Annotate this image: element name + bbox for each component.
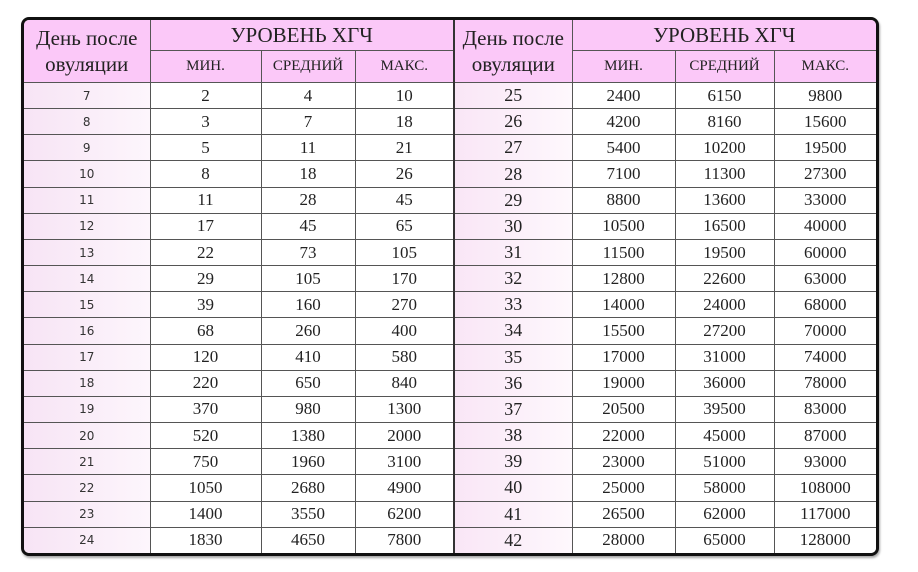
max-cell-right: 68000 [774, 292, 876, 318]
avg-cell-right: 10200 [675, 135, 774, 161]
day-cell-left: 23 [24, 501, 150, 527]
hcg-levels-table [24, 20, 876, 553]
col-min-header-left: МИН. [150, 51, 261, 83]
day-cell-left: 18 [24, 370, 150, 396]
day-cell-right: 29 [454, 187, 572, 213]
max-cell-right: 87000 [774, 423, 876, 449]
min-cell-left: 8 [150, 161, 261, 187]
max-cell-right: 78000 [774, 370, 876, 396]
max-cell-left: 6200 [355, 501, 454, 527]
day-cell-right: 30 [454, 213, 572, 239]
avg-cell-left: 410 [261, 344, 355, 370]
day-cell-left: 10 [24, 161, 150, 187]
max-cell-left: 7800 [355, 527, 454, 553]
max-cell-right: 74000 [774, 344, 876, 370]
day-cell-right: 32 [454, 266, 572, 292]
min-cell-right: 11500 [572, 239, 675, 265]
day-cell-left: 11 [24, 187, 150, 213]
day-cell-right: 39 [454, 449, 572, 475]
max-cell-right: 15600 [774, 109, 876, 135]
max-cell-right: 9800 [774, 83, 876, 109]
avg-cell-right: 51000 [675, 449, 774, 475]
max-cell-left: 400 [355, 318, 454, 344]
avg-cell-left: 1380 [261, 423, 355, 449]
col-max-header-left: МАКС. [355, 51, 454, 83]
min-cell-right: 23000 [572, 449, 675, 475]
avg-cell-right: 27200 [675, 318, 774, 344]
day-cell-right: 42 [454, 527, 572, 553]
header-row-1 [24, 20, 876, 51]
avg-cell-right: 16500 [675, 213, 774, 239]
max-cell-left: 26 [355, 161, 454, 187]
day-cell-right: 41 [454, 501, 572, 527]
max-cell-right: 40000 [774, 213, 876, 239]
max-cell-right: 27300 [774, 161, 876, 187]
col-max-header-right: МАКС. [774, 51, 876, 83]
min-cell-left: 22 [150, 239, 261, 265]
max-cell-right: 60000 [774, 239, 876, 265]
max-cell-right: 117000 [774, 501, 876, 527]
avg-cell-left: 650 [261, 370, 355, 396]
max-cell-left: 18 [355, 109, 454, 135]
day-cell-left: 12 [24, 213, 150, 239]
day-cell-left: 20 [24, 423, 150, 449]
avg-cell-right: 45000 [675, 423, 774, 449]
max-cell-right: 63000 [774, 266, 876, 292]
min-cell-left: 29 [150, 266, 261, 292]
table-row [24, 396, 876, 422]
hcg-table-frame [21, 17, 879, 556]
table-row [24, 135, 876, 161]
avg-cell-right: 13600 [675, 187, 774, 213]
day-cell-left: 19 [24, 396, 150, 422]
max-cell-left: 270 [355, 292, 454, 318]
day-cell-right: 40 [454, 475, 572, 501]
day-cell-right: 35 [454, 344, 572, 370]
avg-cell-left: 45 [261, 213, 355, 239]
avg-cell-left: 105 [261, 266, 355, 292]
min-cell-left: 220 [150, 370, 261, 396]
day-cell-left: 15 [24, 292, 150, 318]
min-cell-right: 14000 [572, 292, 675, 318]
max-cell-left: 10 [355, 83, 454, 109]
min-cell-left: 2 [150, 83, 261, 109]
min-cell-left: 1050 [150, 475, 261, 501]
avg-cell-right: 58000 [675, 475, 774, 501]
col-min-header-right: МИН. [572, 51, 675, 83]
max-cell-right: 128000 [774, 527, 876, 553]
max-cell-right: 33000 [774, 187, 876, 213]
day-cell-left: 13 [24, 239, 150, 265]
hcg-level-header-left: УРОВЕНЬ ХГЧ [150, 20, 454, 51]
min-cell-right: 15500 [572, 318, 675, 344]
table-row [24, 370, 876, 396]
table-row [24, 423, 876, 449]
min-cell-right: 25000 [572, 475, 675, 501]
avg-cell-left: 28 [261, 187, 355, 213]
max-cell-left: 4900 [355, 475, 454, 501]
avg-cell-left: 980 [261, 396, 355, 422]
day-header-line2: овуляции [45, 52, 129, 76]
day-cell-left: 16 [24, 318, 150, 344]
avg-cell-right: 65000 [675, 527, 774, 553]
table-row [24, 187, 876, 213]
table-row [24, 266, 876, 292]
min-cell-right: 26500 [572, 501, 675, 527]
day-cell-right: 27 [454, 135, 572, 161]
min-cell-left: 750 [150, 449, 261, 475]
table-row [24, 449, 876, 475]
min-cell-left: 120 [150, 344, 261, 370]
avg-cell-right: 31000 [675, 344, 774, 370]
max-cell-left: 45 [355, 187, 454, 213]
min-cell-right: 22000 [572, 423, 675, 449]
min-cell-right: 4200 [572, 109, 675, 135]
table-row [24, 83, 876, 109]
day-cell-right: 34 [454, 318, 572, 344]
table-row [24, 161, 876, 187]
min-cell-right: 10500 [572, 213, 675, 239]
max-cell-left: 2000 [355, 423, 454, 449]
min-cell-right: 8800 [572, 187, 675, 213]
avg-cell-left: 2680 [261, 475, 355, 501]
avg-cell-left: 4 [261, 83, 355, 109]
min-cell-right: 5400 [572, 135, 675, 161]
min-cell-right: 20500 [572, 396, 675, 422]
table-row [24, 475, 876, 501]
table-row [24, 344, 876, 370]
table-row [24, 292, 876, 318]
day-cell-left: 24 [24, 527, 150, 553]
max-cell-right: 93000 [774, 449, 876, 475]
avg-cell-left: 7 [261, 109, 355, 135]
day-cell-left: 22 [24, 475, 150, 501]
min-cell-left: 370 [150, 396, 261, 422]
day-cell-left: 21 [24, 449, 150, 475]
min-cell-right: 12800 [572, 266, 675, 292]
table-row [24, 109, 876, 135]
max-cell-left: 840 [355, 370, 454, 396]
min-cell-left: 5 [150, 135, 261, 161]
min-cell-right: 7100 [572, 161, 675, 187]
avg-cell-right: 24000 [675, 292, 774, 318]
min-cell-left: 1400 [150, 501, 261, 527]
min-cell-left: 520 [150, 423, 261, 449]
min-cell-left: 1830 [150, 527, 261, 553]
day-cell-right: 36 [454, 370, 572, 396]
avg-cell-right: 6150 [675, 83, 774, 109]
min-cell-left: 39 [150, 292, 261, 318]
day-cell-left: 8 [24, 109, 150, 135]
day-cell-right: 26 [454, 109, 572, 135]
day-header-right [454, 20, 572, 83]
avg-cell-right: 22600 [675, 266, 774, 292]
table-row [24, 527, 876, 553]
avg-cell-right: 11300 [675, 161, 774, 187]
col-avg-header-right: СРЕДНИЙ [675, 51, 774, 83]
max-cell-left: 105 [355, 239, 454, 265]
header-row-2 [24, 51, 876, 83]
min-cell-right: 2400 [572, 83, 675, 109]
day-header-line2: овуляции [471, 52, 555, 76]
table-row [24, 501, 876, 527]
day-cell-left: 17 [24, 344, 150, 370]
max-cell-left: 170 [355, 266, 454, 292]
avg-cell-left: 73 [261, 239, 355, 265]
day-header-line1: День после [36, 26, 138, 50]
col-avg-header-left: СРЕДНИЙ [261, 51, 355, 83]
min-cell-right: 28000 [572, 527, 675, 553]
avg-cell-left: 1960 [261, 449, 355, 475]
day-cell-right: 31 [454, 239, 572, 265]
day-cell-right: 37 [454, 396, 572, 422]
max-cell-right: 70000 [774, 318, 876, 344]
max-cell-right: 19500 [774, 135, 876, 161]
max-cell-left: 1300 [355, 396, 454, 422]
max-cell-right: 83000 [774, 396, 876, 422]
max-cell-left: 65 [355, 213, 454, 239]
avg-cell-right: 36000 [675, 370, 774, 396]
table-row [24, 239, 876, 265]
avg-cell-left: 260 [261, 318, 355, 344]
day-header-line1: День после [462, 26, 564, 50]
table-row [24, 213, 876, 239]
avg-cell-left: 18 [261, 161, 355, 187]
min-cell-left: 3 [150, 109, 261, 135]
avg-cell-left: 3550 [261, 501, 355, 527]
min-cell-right: 19000 [572, 370, 675, 396]
hcg-level-header-right: УРОВЕНЬ ХГЧ [572, 20, 876, 51]
avg-cell-right: 39500 [675, 396, 774, 422]
min-cell-left: 68 [150, 318, 261, 344]
max-cell-right: 108000 [774, 475, 876, 501]
day-cell-left: 7 [24, 83, 150, 109]
day-cell-right: 28 [454, 161, 572, 187]
table-row [24, 318, 876, 344]
min-cell-left: 11 [150, 187, 261, 213]
day-cell-right: 25 [454, 83, 572, 109]
avg-cell-left: 11 [261, 135, 355, 161]
min-cell-left: 17 [150, 213, 261, 239]
avg-cell-left: 160 [261, 292, 355, 318]
avg-cell-left: 4650 [261, 527, 355, 553]
max-cell-left: 580 [355, 344, 454, 370]
day-cell-right: 38 [454, 423, 572, 449]
day-header-left [24, 20, 150, 83]
max-cell-left: 3100 [355, 449, 454, 475]
max-cell-left: 21 [355, 135, 454, 161]
day-cell-left: 14 [24, 266, 150, 292]
min-cell-right: 17000 [572, 344, 675, 370]
avg-cell-right: 62000 [675, 501, 774, 527]
avg-cell-right: 8160 [675, 109, 774, 135]
avg-cell-right: 19500 [675, 239, 774, 265]
day-cell-left: 9 [24, 135, 150, 161]
day-cell-right: 33 [454, 292, 572, 318]
